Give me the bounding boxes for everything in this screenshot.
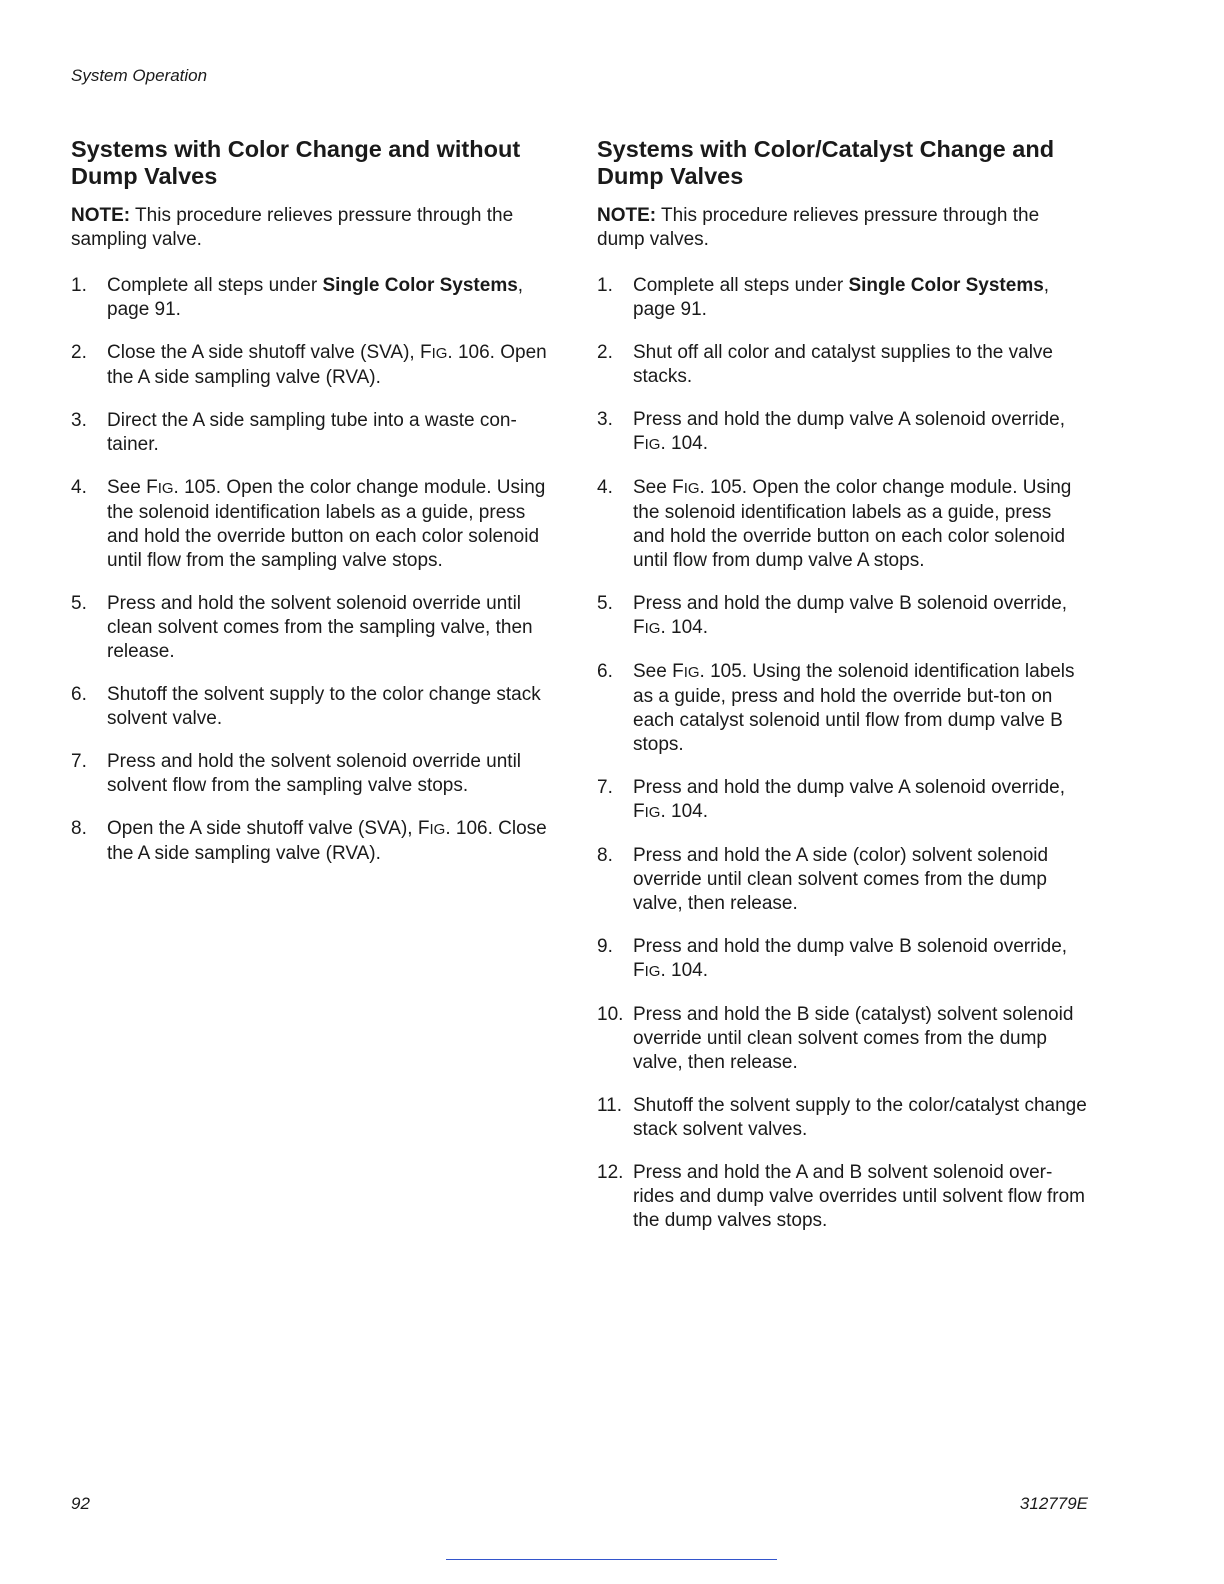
step-number: 12. xyxy=(597,1162,624,1183)
page-number: 92 xyxy=(71,1494,90,1513)
step-text xyxy=(633,408,1087,457)
step-text-part: Complete all steps under xyxy=(107,275,323,296)
bottom-link-rule xyxy=(446,1559,777,1560)
step-text-part: Direct the A side sampling tube into a waste con-tainer. xyxy=(107,410,517,455)
note-label: NOTE: xyxy=(71,205,131,226)
step-text xyxy=(633,935,1087,984)
right-section-title: Systems with Color/Catalyst Change and Dump Valves xyxy=(597,136,1055,189)
left-steps xyxy=(71,274,561,866)
left-column xyxy=(71,136,561,885)
fig-smallcaps: IG xyxy=(683,480,700,497)
step-item xyxy=(597,592,1087,641)
step-number: 10. xyxy=(597,1004,624,1025)
step-number: 8. xyxy=(597,845,613,866)
step-text-part: . 104. xyxy=(660,960,708,981)
step-item xyxy=(597,660,1087,757)
step-text-part: Shutoff the solvent supply to the color change stack solvent valve. xyxy=(107,684,541,729)
step-text-part: Press and hold the B side (catalyst) solvent solenoid override until clean solvent comes from the dump valve, then release. xyxy=(633,1004,1074,1073)
step-text xyxy=(107,817,561,866)
running-head: System Operation xyxy=(71,66,208,85)
fig-smallcaps: IG xyxy=(644,620,661,637)
fig-smallcaps: IG xyxy=(683,664,700,681)
step-number: 6. xyxy=(71,684,87,705)
step-item xyxy=(597,1161,1087,1233)
step-item xyxy=(71,592,561,664)
step-number: 7. xyxy=(71,751,87,772)
step-text-part: . 105. Open the color change module. Using the solenoid identification labels as a guide, press and hold the override button on each color solenoid until flow from dump valve A stops. xyxy=(633,477,1072,571)
step-text xyxy=(107,476,561,573)
left-note xyxy=(71,204,561,252)
step-text xyxy=(107,750,561,798)
step-text-part: , page 91. xyxy=(633,275,1050,320)
step-number: 11. xyxy=(597,1095,623,1116)
fig-smallcaps: IG xyxy=(644,963,661,980)
step-text xyxy=(633,274,1087,322)
step-item xyxy=(71,476,561,573)
step-text-part: Open the A side shutoff valve (SVA), F xyxy=(107,818,430,839)
step-item xyxy=(71,341,561,390)
step-item xyxy=(597,408,1087,457)
step-text-part: Press and hold the dump valve B solenoid override, F xyxy=(633,936,1068,981)
step-text-part: . 105. Open the color change module. Using the solenoid identification labels as a guide, press and hold the override button on each color solenoid until flow from the sampling valve stops. xyxy=(107,477,546,571)
step-text xyxy=(633,1003,1087,1075)
step-text xyxy=(633,592,1087,641)
step-text xyxy=(633,341,1087,389)
step-text-part: Shutoff the solvent supply to the color/catalyst change stack solvent valves. xyxy=(633,1095,1087,1140)
right-column xyxy=(597,136,1087,1252)
fig-smallcaps: IG xyxy=(644,804,661,821)
step-number: 5. xyxy=(597,593,613,614)
step-text-part: . 104. xyxy=(660,433,708,454)
fig-smallcaps: IG xyxy=(157,480,174,497)
step-reference: Single Color Systems xyxy=(322,275,518,296)
step-number: 4. xyxy=(597,477,613,498)
step-number: 1. xyxy=(71,275,87,296)
step-text-part: See F xyxy=(107,477,158,498)
step-reference: Single Color Systems xyxy=(848,275,1044,296)
step-number: 7. xyxy=(597,777,613,798)
step-text-part: Press and hold the A side (color) solvent solenoid override until clean solvent comes from the dump valve, then release. xyxy=(633,845,1049,914)
left-section-title: Systems with Color Change and without Dump Valves xyxy=(71,136,521,189)
step-text-part: Press and hold the dump valve A solenoid override, F xyxy=(633,777,1065,822)
step-text xyxy=(633,776,1087,825)
step-item xyxy=(71,750,561,798)
step-item xyxy=(597,935,1087,984)
step-text xyxy=(633,1094,1087,1142)
note-text: This procedure relieves pressure through the dump valves. xyxy=(597,205,1040,250)
note-text: This procedure relieves pressure through the sampling valve. xyxy=(71,205,514,250)
step-text-part: . 105. Using the solenoid identification labels as a guide, press and hold the override but-ton on each catalyst solenoid until flow from dump valve B stops. xyxy=(633,661,1075,755)
step-number: 2. xyxy=(71,342,87,363)
step-text-part: See F xyxy=(633,477,684,498)
step-text xyxy=(633,660,1087,757)
step-text-part: Shut off all color and catalyst supplies to the valve stacks. xyxy=(633,342,1054,387)
step-item xyxy=(597,1003,1087,1075)
right-note xyxy=(597,204,1087,252)
step-number: 3. xyxy=(71,410,87,431)
step-text-part: , page 91. xyxy=(107,275,524,320)
step-number: 4. xyxy=(71,477,87,498)
document-number: 312779E xyxy=(1019,1494,1088,1513)
step-number: 3. xyxy=(597,409,613,430)
step-number: 9. xyxy=(597,936,613,957)
step-item xyxy=(71,817,561,866)
step-item xyxy=(597,341,1087,389)
step-text-part: Press and hold the solvent solenoid override until solvent flow from the sampling valve stops. xyxy=(107,751,522,796)
fig-smallcaps: IG xyxy=(644,436,661,453)
step-item xyxy=(597,476,1087,573)
step-text xyxy=(633,844,1087,916)
step-item xyxy=(71,683,561,731)
step-item xyxy=(597,844,1087,916)
fig-smallcaps: IG xyxy=(431,345,448,362)
step-text xyxy=(107,274,561,322)
step-text-part: Press and hold the A and B solvent solenoid over-rides and dump valve overrides until solvent flow from the dump valves stops. xyxy=(633,1162,1085,1231)
step-number: 5. xyxy=(71,593,87,614)
step-text-part: . 104. xyxy=(660,617,708,638)
step-text xyxy=(107,683,561,731)
fig-smallcaps: IG xyxy=(429,821,446,838)
step-text-part: See F xyxy=(633,661,684,682)
step-number: 1. xyxy=(597,275,613,296)
step-text-part: . 106. Close the A side sampling valve (RVA). xyxy=(107,818,547,864)
step-text-part: Complete all steps under xyxy=(633,275,849,296)
step-text xyxy=(107,592,561,664)
step-text-part: . 104. xyxy=(660,801,708,822)
step-text-part: Press and hold the solvent solenoid override until clean solvent comes from the sampling valve, then release. xyxy=(107,593,533,662)
step-text xyxy=(107,409,561,457)
step-number: 6. xyxy=(597,661,613,682)
step-item xyxy=(71,274,561,322)
step-text xyxy=(107,341,561,390)
step-text-part: Press and hold the dump valve B solenoid override, F xyxy=(633,593,1068,638)
step-text-part: Press and hold the dump valve A solenoid override, F xyxy=(633,409,1065,454)
step-item xyxy=(71,409,561,457)
step-text-part: Close the A side shutoff valve (SVA), F xyxy=(107,342,432,363)
step-number: 8. xyxy=(71,818,87,839)
step-item xyxy=(597,776,1087,825)
step-number: 2. xyxy=(597,342,613,363)
step-text xyxy=(633,476,1087,573)
right-steps xyxy=(597,274,1087,1233)
step-text xyxy=(633,1161,1087,1233)
step-item xyxy=(597,1094,1087,1142)
note-label: NOTE: xyxy=(597,205,657,226)
step-item xyxy=(597,274,1087,322)
step-text-part: . 106. Open the A side sampling valve (RVA). xyxy=(107,342,547,388)
